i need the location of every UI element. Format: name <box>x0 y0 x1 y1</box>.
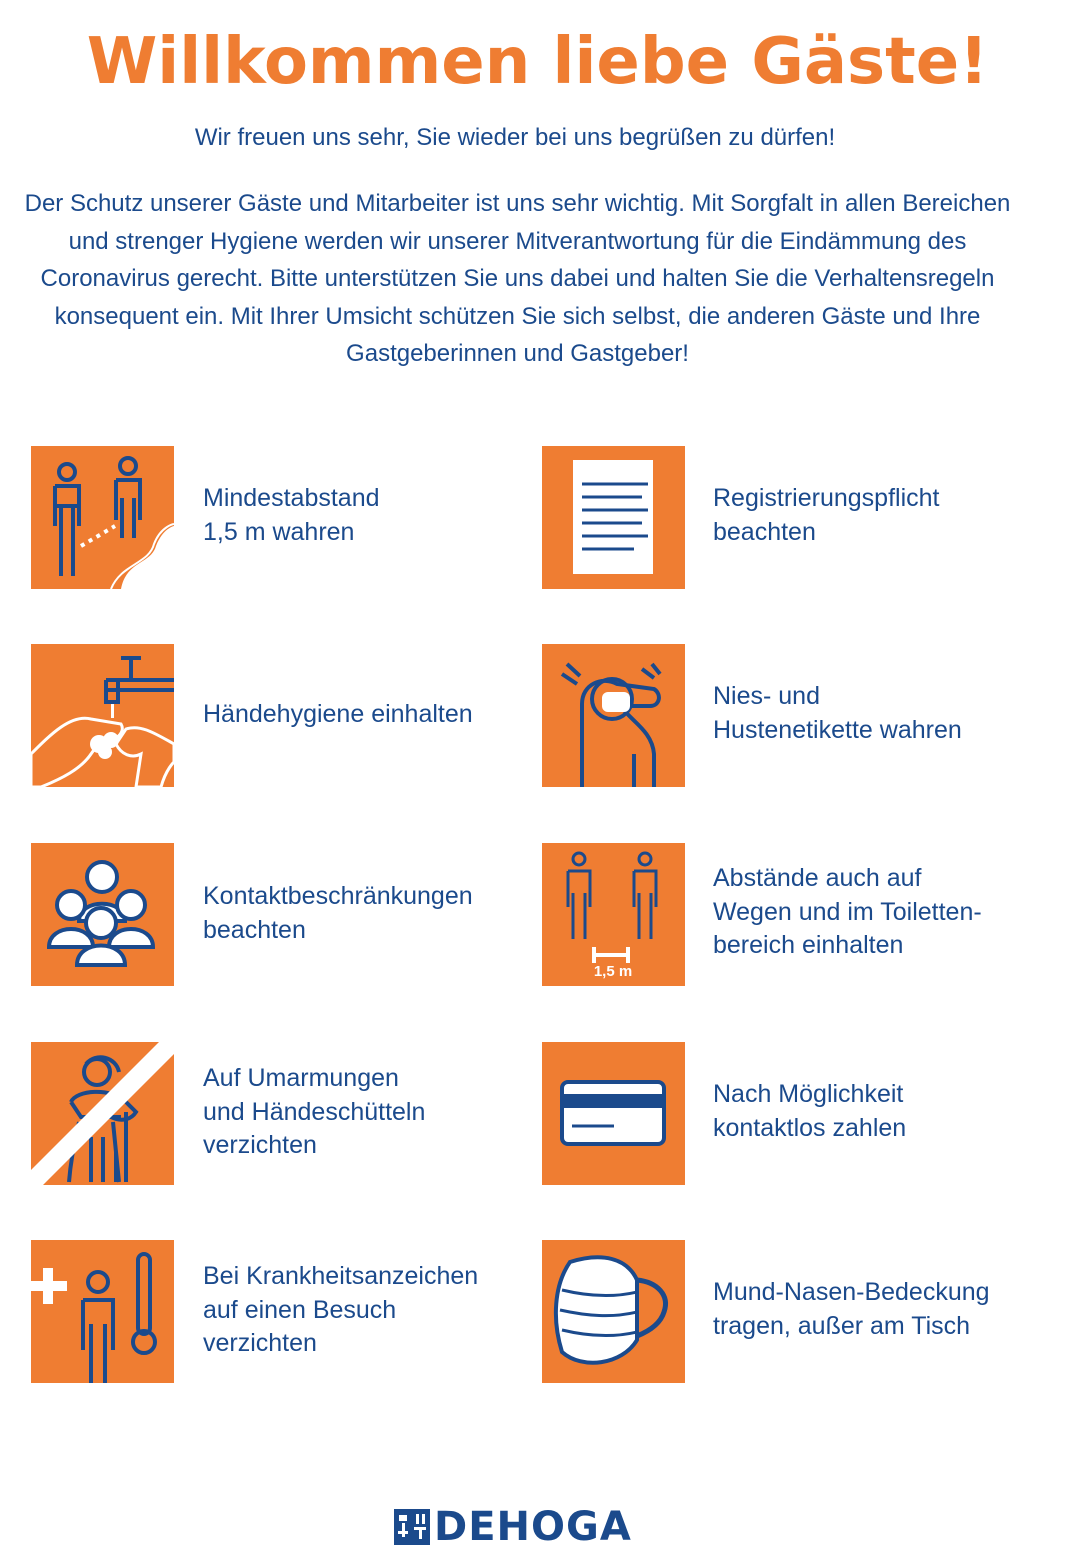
sick-person-thermometer-icon <box>31 1240 174 1383</box>
rule-registration-label: Registrierungspflicht beachten <box>713 484 940 546</box>
rule-hugs-label: Auf Umarmungen und Händeschütteln verzichten <box>203 1064 426 1159</box>
page-title: Willkommen liebe Gäste! <box>86 25 989 99</box>
dehoga-mark-icon <box>394 1509 430 1545</box>
rule-paths-label: Abstände auch auf Wegen und im Toiletten- bereich einhalten <box>713 864 982 959</box>
intro-paragraph: Der Schutz unserer Gäste und Mitarbeiter ist uns sehr wichtig. Mit Sorgfalt in allen Bereichen und strenger Hygiene werden wir unserer Mitverantwortung für die Eindämmung des Coronavirus gerecht. Bitte unterstützen Sie uns dabei und halten Sie die Verhaltensregeln konsequent ein. Mit Ihrer Umsicht schützen Sie sich selbst, die anderen Gäste und Ihre Gastgeberinnen und Gastgeber! <box>24 190 1011 367</box>
no-hugging-icon <box>31 1042 174 1185</box>
group-people-icon <box>31 843 174 986</box>
rule-hand-hygiene-label: Händehygiene einhalten <box>203 700 473 728</box>
distance-badge: 1,5 m <box>593 963 633 980</box>
dehoga-logo <box>394 1505 639 1549</box>
rule-illness-label: Bei Krankheitsanzeichen auf einen Besuch verzichten <box>203 1262 479 1357</box>
card-icon <box>542 1042 685 1185</box>
rule-payment-label: Nach Möglichkeit kontaktlos zahlen <box>713 1080 907 1142</box>
two-people-distance-icon <box>31 446 174 589</box>
rule-sneeze-label: Nies- und Hustenetikette wahren <box>713 682 962 744</box>
rule-mask-label: Mund-Nasen-Bedeckung tragen, außer am Tisch <box>713 1278 990 1340</box>
face-mask-icon <box>542 1240 685 1383</box>
dehoga-logo-text: DEHOGA <box>434 1504 632 1550</box>
two-people-1-5m-icon <box>542 843 685 986</box>
hand-washing-icon <box>31 644 174 787</box>
welcome-subtitle: Wir freuen uns sehr, Sie wieder bei uns begrüßen zu dürfen! <box>194 124 836 151</box>
rule-contact-label: Kontaktbeschränkungen beachten <box>203 882 473 944</box>
sneeze-elbow-icon <box>542 644 685 787</box>
rule-distance-label: Mindestabstand 1,5 m wahren <box>203 484 380 546</box>
document-icon <box>542 446 685 589</box>
